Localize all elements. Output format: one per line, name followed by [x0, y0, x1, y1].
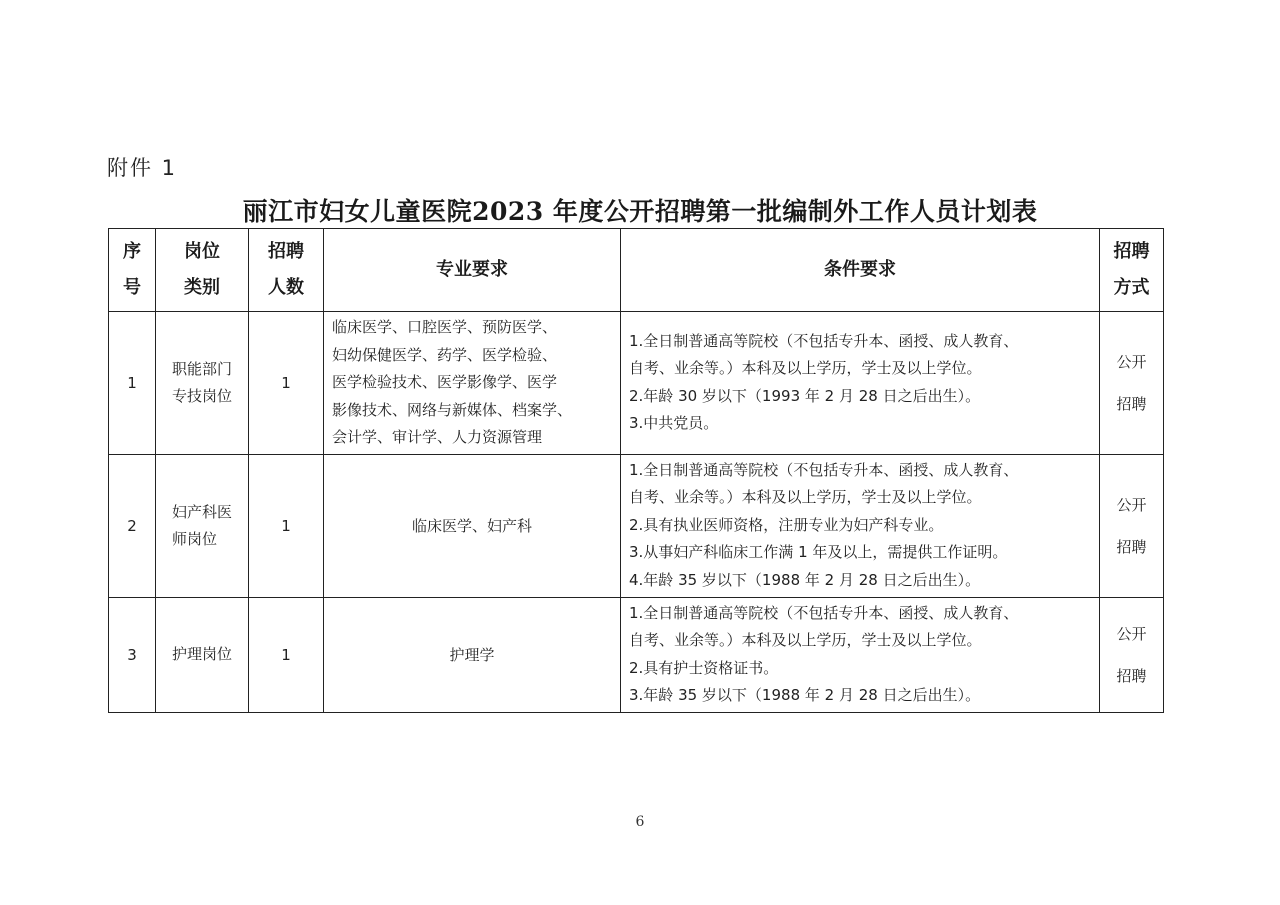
row-count: 1	[249, 454, 324, 597]
condition-line: 2.具有执业医师资格，注册专业为妇产科专业。	[629, 515, 944, 534]
condition-line: 自考、业余等。）本科及以上学历，学士及以上学位。	[629, 488, 982, 507]
header-seq-line: 号	[123, 277, 141, 298]
attachment-label: 附件 1	[107, 156, 178, 180]
document-title: 丽江市妇女儿童医院2023 年度公开招聘第一批编制外工作人员计划表	[242, 197, 1038, 226]
method-line: 招聘	[1116, 537, 1147, 556]
major-line: 医学检验技术、医学影像学、医学	[332, 373, 558, 391]
category-line: 师岗位	[171, 529, 217, 548]
condition-line: 2.具有护士资格证书。	[629, 658, 779, 677]
table-row	[109, 454, 1164, 597]
page-number: 6	[635, 814, 645, 830]
method-line: 公开	[1116, 352, 1147, 371]
header-seq-line: 序	[123, 241, 141, 262]
header-category-line: 类别	[184, 277, 220, 298]
row-count: 1	[249, 597, 324, 712]
major-line: 临床医学、口腔医学、预防医学、	[332, 318, 558, 336]
table-row	[109, 597, 1164, 712]
category-line: 职能部门	[171, 359, 232, 378]
condition-line: 1.全日制普通高等院校（不包括专升本、函授、成人教育、	[629, 331, 1019, 350]
header-method-line: 方式	[1113, 277, 1150, 298]
row-category	[156, 312, 249, 455]
row-count: 1	[249, 312, 324, 455]
condition-line: 1.全日制普通高等院校（不包括专升本、函授、成人教育、	[629, 460, 1019, 479]
row-seq: 2	[109, 454, 156, 597]
condition-line: 自考、业余等。）本科及以上学历，学士及以上学位。	[629, 631, 982, 649]
major-line: 影像技术、网络与新媒体、档案学、	[332, 400, 573, 419]
major-line: 妇幼保健医学、药学、医学检验、	[332, 345, 558, 364]
row-category	[156, 454, 249, 597]
method-line: 招聘	[1116, 394, 1147, 413]
row-major: 临床医学、妇产科	[324, 454, 621, 597]
table-header-row	[109, 229, 1164, 312]
header-count	[249, 229, 324, 312]
row-conditions	[621, 454, 1100, 597]
method-line: 公开	[1116, 495, 1147, 514]
table-row	[109, 312, 1164, 455]
condition-line: 1.全日制普通高等院校（不包括专升本、函授、成人教育、	[629, 603, 1019, 622]
condition-line: 自考、业余等。）本科及以上学历，学士及以上学位。	[629, 359, 982, 378]
header-count-line: 人数	[268, 277, 304, 298]
condition-line: 2.年龄 30 岁以下（1993 年 2 月 28 日之后出生）。	[629, 386, 981, 405]
row-conditions	[621, 312, 1100, 455]
header-count-line: 招聘	[268, 241, 304, 262]
condition-line: 3.年龄 35 岁以下（1988 年 2 月 28 日之后出生）。	[629, 686, 981, 704]
header-method	[1100, 229, 1164, 312]
condition-line: 3.从事妇产科临床工作满 1 年及以上，需提供工作证明。	[629, 543, 1008, 562]
row-category	[156, 597, 249, 712]
row-major: 护理学	[324, 597, 621, 712]
header-major: 专业要求	[324, 229, 621, 312]
row-major	[324, 312, 621, 455]
row-seq: 1	[109, 312, 156, 455]
row-method	[1100, 454, 1164, 597]
method-line: 公开	[1116, 624, 1147, 643]
header-conditions: 条件要求	[621, 229, 1100, 312]
method-line: 招聘	[1116, 666, 1147, 685]
row-method	[1100, 597, 1164, 712]
header-category	[156, 229, 249, 312]
major-line: 会计学、审计学、人力资源管理	[332, 428, 543, 446]
category-line: 护理岗位	[171, 645, 232, 663]
category-line: 妇产科医	[171, 502, 232, 521]
condition-line: 3.中共党员。	[629, 414, 719, 433]
row-seq: 3	[109, 597, 156, 712]
header-method-line: 招聘	[1113, 241, 1150, 262]
recruitment-plan-table	[108, 228, 1164, 713]
row-method	[1100, 312, 1164, 455]
condition-line: 4.年龄 35 岁以下（1988 年 2 月 28 日之后出生）。	[629, 570, 981, 589]
header-category-line: 岗位	[184, 241, 220, 262]
category-line: 专技岗位	[171, 386, 232, 405]
row-conditions	[621, 597, 1100, 712]
header-seq	[109, 229, 156, 312]
